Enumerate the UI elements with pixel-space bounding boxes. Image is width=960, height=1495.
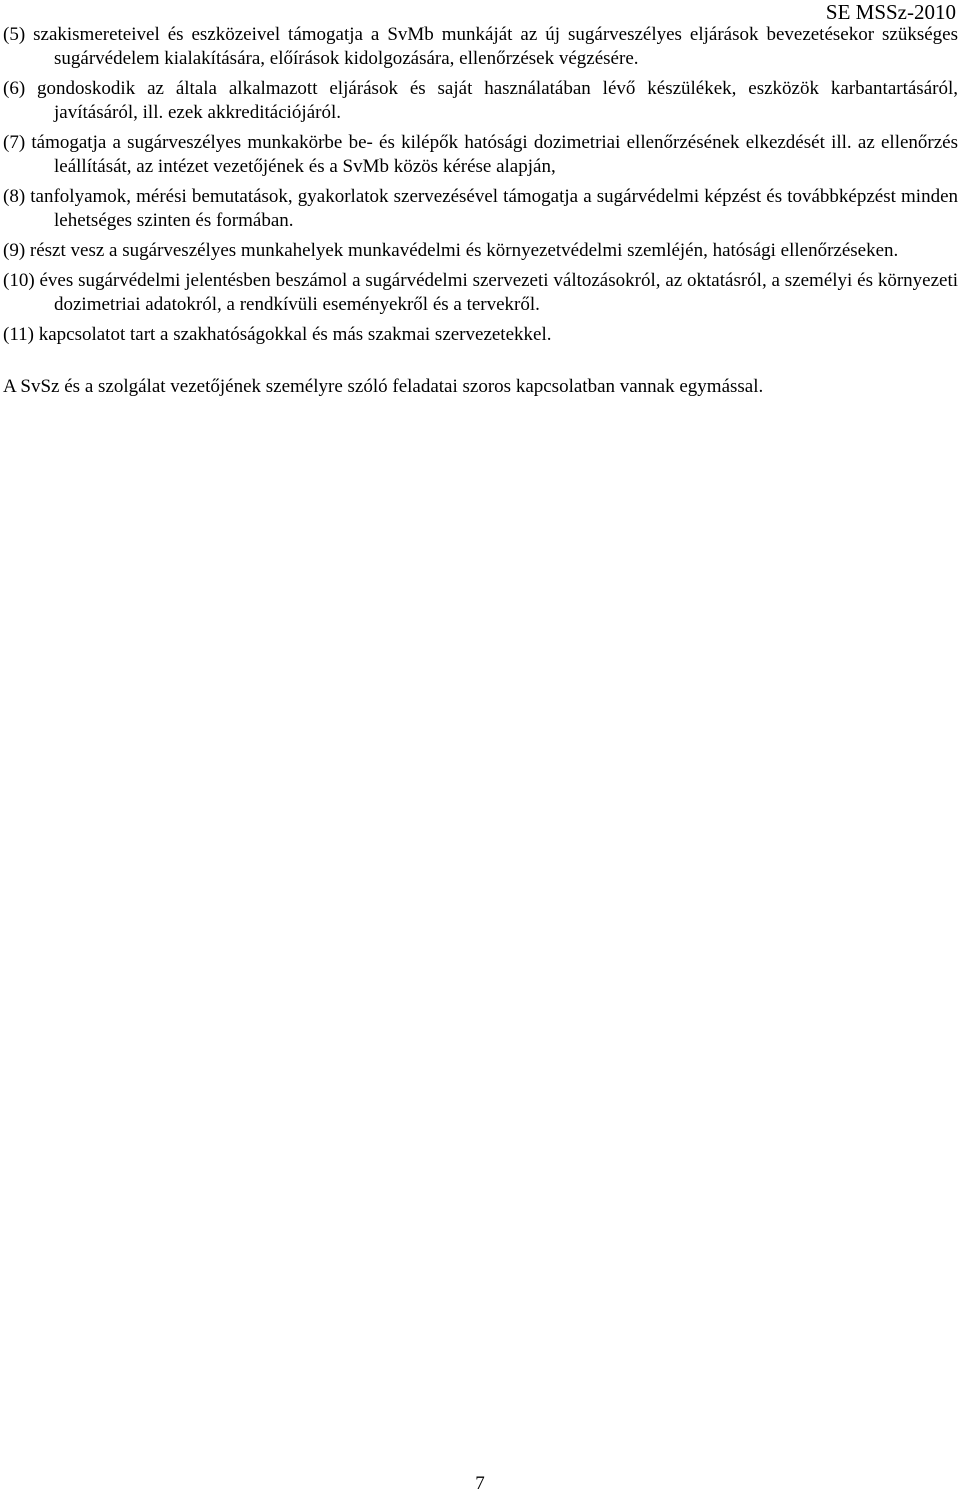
closing-paragraph: A SvSz és a szolgálat vezetőjének személyre szóló feladatai szoros kapcsolatban vannak egymással. [3, 376, 764, 397]
document-code-header: SE MSSz-2010 [825, 0, 956, 24]
list-item-6: (6) gondoskodik az általa alkalmazott eljárások és saját használatában lévő készülékek, eszközök karbantartásáról, javításáról, ill. ezek akkreditációjáról. [3, 78, 958, 123]
list-item-7: (7) támogatja a sugárveszélyes munkakörbe be- és kilépők hatósági dozimetriai ellenőrzésének elkezdését ill. az ellenőrzés leállítását, az intézet vezetőjének és a SvMb közös kérése alapján, [3, 132, 958, 177]
list-item-10: (10) éves sugárvédelmi jelentésben beszámol a sugárvédelmi szervezeti változásokról, az oktatásról, a személyi és környezeti dozimetriai adatokról, a rendkívüli eseményekről és a tervekről. [3, 270, 958, 315]
list-item-11: (11) kapcsolatot tart a szakhatóságokkal és más szakmai szervezetekkel. [3, 324, 552, 345]
list-item-5: (5) szakismereteivel és eszközeivel támogatja a SvMb munkáját az új sugárveszélyes eljárások bevezetésekor szükséges sugárvédelem kialakítására, előírások kidolgozására, ellenőrzések végzésére. [3, 24, 958, 69]
document-body [3, 23, 958, 418]
page-number: 7 [475, 1473, 485, 1494]
list-item-9: (9) részt vesz a sugárveszélyes munkahelyek munkavédelmi és környezetvédelmi szemléjén, hatósági ellenőrzéseken. [3, 240, 899, 261]
list-item-8: (8) tanfolyamok, mérési bemutatások, gyakorlatok szervezésével támogatja a sugárvédelmi képzést és továbbképzést minden lehetséges szinten és formában. [3, 186, 958, 231]
